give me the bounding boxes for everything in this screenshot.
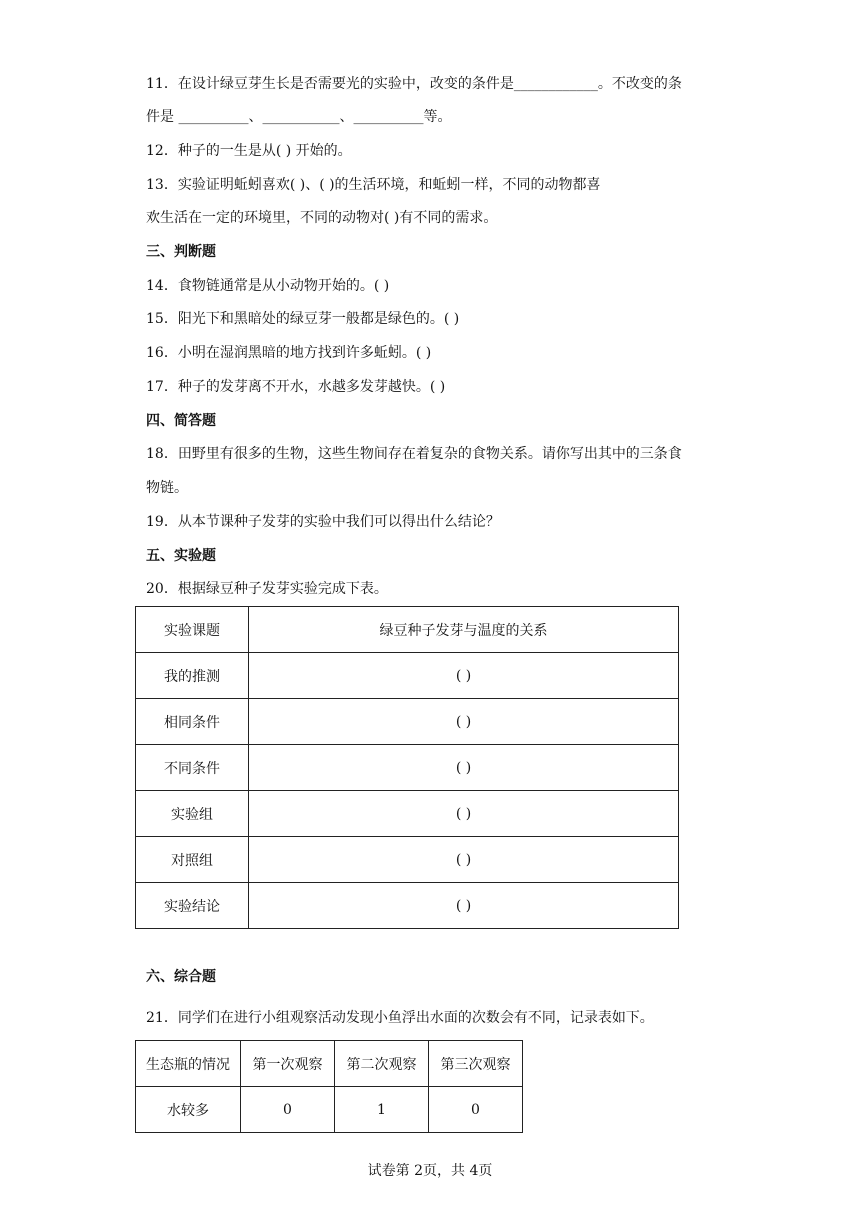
table-cell-label: 实验课题: [136, 607, 249, 653]
table-header-cell: 第三次观察: [429, 1041, 523, 1087]
table-row: [136, 883, 679, 929]
section-5-heading: 五、实验题: [146, 548, 216, 564]
table-cell: 0: [241, 1087, 335, 1133]
table-row: [136, 699, 679, 745]
table-cell: 水较多: [136, 1087, 241, 1133]
question-20: 20．根据绿豆种子发芽实验完成下表。: [146, 581, 388, 597]
question-15: 15．阳光下和黑暗处的绿豆芽一般都是绿色的。( ): [146, 311, 460, 327]
page-footer: 试卷第 2页，共 4页: [367, 1163, 493, 1179]
table-row: [136, 791, 679, 837]
table-header-cell: 生态瓶的情况: [136, 1041, 241, 1087]
question-17: 17．种子的发芽离不开水，水越多发芽越快。( ): [146, 379, 446, 395]
table-cell-label: 我的推测: [136, 653, 249, 699]
table-cell-value: ( ): [249, 745, 679, 791]
question-12: 12．种子的一生是从( ) 开始的。: [146, 143, 352, 159]
table-cell-label: 实验结论: [136, 883, 249, 929]
experiment-table: [135, 606, 679, 929]
table-row: [136, 1087, 523, 1133]
table-row: [136, 745, 679, 791]
question-18-line1: 18．田野里有很多的生物，这些生物间存在着复杂的食物关系。请你写出其中的三条食: [146, 446, 682, 462]
section-4-heading: 四、简答题: [146, 413, 216, 429]
table-row: [136, 607, 679, 653]
table-cell-label: 实验组: [136, 791, 249, 837]
table-cell-value: 绿豆种子发芽与温度的关系: [249, 607, 679, 653]
question-18-line2: 物链。: [146, 480, 188, 496]
table-header-cell: 第一次观察: [241, 1041, 335, 1087]
question-11-line1: 11．在设计绿豆芽生长是否需要光的实验中，改变的条件是____________。不改变的条: [146, 76, 682, 92]
table-header-row: [136, 1041, 523, 1087]
table-row: [136, 837, 679, 883]
question-11-line2: 件是 __________、___________、__________等。: [146, 109, 452, 125]
table-cell: 0: [429, 1087, 523, 1133]
table-cell-value: ( ): [249, 791, 679, 837]
table-header-cell: 第二次观察: [335, 1041, 429, 1087]
question-13-line1: 13．实验证明蚯蚓喜欢( )、( )的生活环境，和蚯蚓一样，不同的动物都喜: [146, 177, 601, 193]
table-cell-value: ( ): [249, 699, 679, 745]
table-cell-value: ( ): [249, 883, 679, 929]
table-cell-label: 不同条件: [136, 745, 249, 791]
question-13-line2: 欢生活在一定的环境里，不同的动物对( )有不同的需求。: [146, 210, 498, 226]
question-19: 19．从本节课种子发芽的实验中我们可以得出什么结论？: [146, 514, 500, 530]
table-cell-label: 相同条件: [136, 699, 249, 745]
table-cell: 1: [335, 1087, 429, 1133]
section-3-heading: 三、判断题: [146, 244, 216, 260]
table-cell-value: ( ): [249, 653, 679, 699]
table-row: [136, 653, 679, 699]
table-cell-value: ( ): [249, 837, 679, 883]
question-21: 21．同学们在进行小组观察活动发现小鱼浮出水面的次数会有不同，记录表如下。: [146, 1010, 654, 1026]
question-16: 16．小明在湿润黑暗的地方找到许多蚯蚓。( ): [146, 345, 432, 361]
observation-table: [135, 1040, 523, 1133]
question-14: 14．食物链通常是从小动物开始的。( ): [146, 278, 390, 294]
section-6-heading: 六、综合题: [146, 969, 216, 985]
table-cell-label: 对照组: [136, 837, 249, 883]
